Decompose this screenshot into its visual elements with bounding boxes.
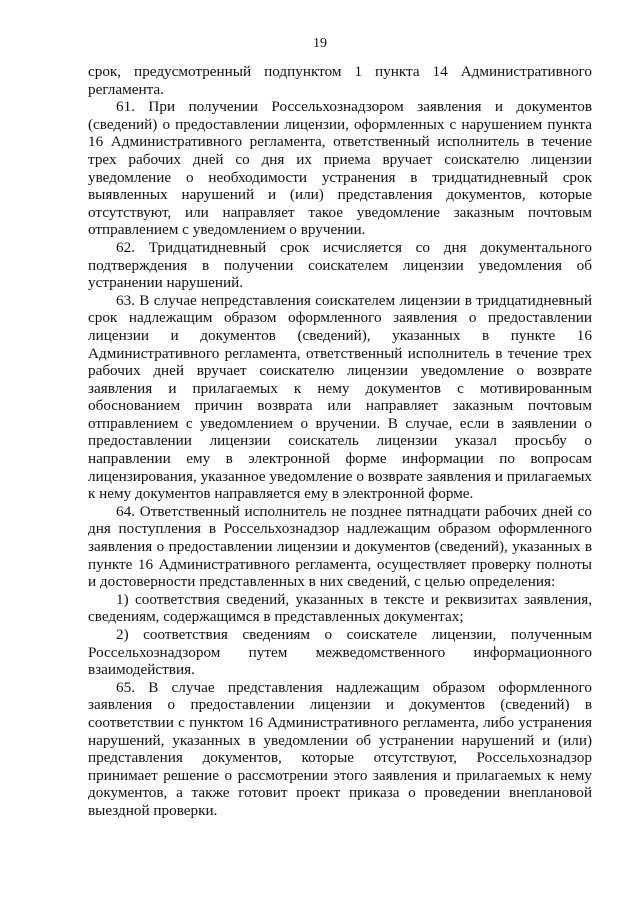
- paragraph-continuation: срок, предусмотренный подпунктом 1 пункта 14 Административного регламента.: [88, 63, 592, 98]
- paragraph-65: 65. В случае представления надлежащим образом оформленного заявления о предоставлении лицензии и документов (сведений) в соответствии с пунктом 16 Административного регламента, либо устранения нарушений, указанных в уведомлении об устранении нарушений и (или) представления документов, которые отсутствуют, Россельхознадзор принимает решение о рассмотрении этого заявления и прилагаемых к нему документов, а также готовит проект приказа о проведении внеплановой выездной проверки.: [88, 678, 592, 819]
- document-body: [88, 63, 592, 820]
- paragraph-64: 64. Ответственный исполнитель не позднее пятнадцати рабочих дней со дня поступления в Россельхознадзор надлежащим образом оформленного заявления о предоставлении лицензии и документов (сведений), указанных в пункте 16 Административного регламента, осуществляет проверку полноты и достоверности представленных в них сведений, с целью определения:: [88, 502, 592, 591]
- paragraph-61: 61. При получении Россельхознадзором заявления и документов (сведений) о предоставлении лицензии, оформленных с нарушением пункта 16 Административного регламента, ответственный исполнитель в течение трех рабочих дней со дня их приема вручает соискателю лицензии уведомление о необходимости устранения в тридцатидневный срок выявленных нарушений и (или) представления документов, которые отсутствуют, или направляет такое уведомление заказным почтовым отправлением с уведомлением о вручении.: [88, 98, 592, 239]
- paragraph-63: 63. В случае непредставления соискателем лицензии в тридцатидневный срок надлежащим образом оформленного заявления о предоставлении лицензии и документов (сведений), указанных в пункте 16 Административного регламента, ответственный исполнитель в течение трех рабочих дней вручает соискателю лицензии уведомление о возврате заявления и прилагаемых к нему документов с мотивированным обоснованием причин возврата или направляет заказным почтовым отправлением с уведомлением о вручении. В случае, если в заявлении о предоставлении лицензии соискатель лицензии указал просьбу о направлении ему в электронной форме информации по вопросам лицензирования, указанное уведомление о возврате заявления и прилагаемых к нему документов направляется ему в электронной форме.: [88, 291, 592, 503]
- page-number: 19: [313, 36, 327, 51]
- paragraph-62: 62. Тридцатидневный срок исчисляется со дня документального подтверждения в получении соискателем лицензии уведомления об устранении нарушений.: [88, 238, 592, 292]
- paragraph-64-item-1: 1) соответствия сведений, указанных в тексте и реквизитах заявления, сведениям, содержащимся в представленных документах;: [88, 590, 592, 626]
- paragraph-64-item-2: 2) соответствия сведениям о соискателе лицензии, полученным Россельхознадзором путем межведомственного информационного взаимодействия.: [88, 626, 592, 679]
